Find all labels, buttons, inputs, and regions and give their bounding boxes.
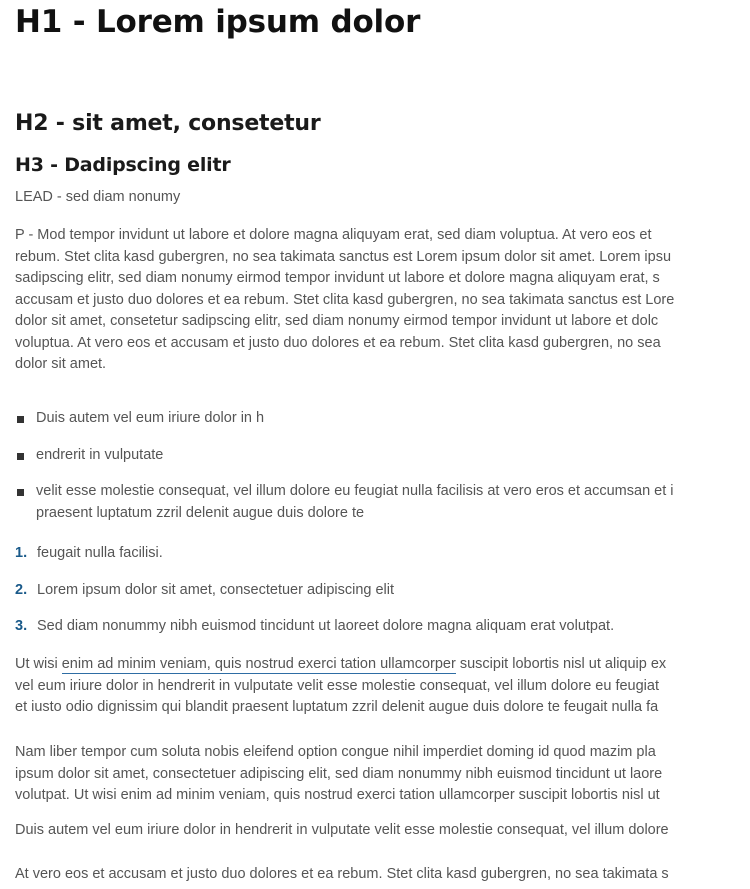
paragraph-nam [15, 742, 662, 807]
numbered-list-item [15, 543, 614, 565]
bullet-list-item [15, 481, 674, 524]
heading-h3: H3 - Dadipscing elitr [15, 154, 231, 176]
square-bullet-icon [17, 416, 24, 423]
bullet-list-item [15, 445, 674, 467]
paragraph-line: At vero eos et accusam et justo duo dolores et ea rebum. Stet clita kasd gubergren, no sea takimata s [15, 866, 669, 882]
bullet-item-text: velit esse molestie consequat, vel illum dolore eu feugiat nulla facilisis at vero eros et accumsan et i [36, 483, 674, 499]
numbered-list-item [15, 580, 614, 602]
square-bullet-icon [17, 489, 24, 496]
paragraph-with-link [15, 654, 666, 719]
paragraph-line: rebum. Stet clita kasd gubergren, no sea takimata sanctus est Lorem ipsum dolor sit amet. Lorem ipsu [15, 248, 672, 265]
paragraph-line: ipsum dolor sit amet, consectetuer adipiscing elit, sed diam nonummy nibh euismod tincidunt ut laore [15, 765, 663, 782]
paragraph-vero [15, 864, 669, 886]
list-number: 3. [15, 618, 28, 634]
paragraph-line [15, 654, 666, 676]
bullet-item-text: praesent luptatum zzril delenit augue duis dolore te [36, 504, 365, 521]
heading-h1: H1 - Lorem ipsum dolor [15, 4, 421, 40]
paragraph-line: sadipscing elitr, sed diam nonumy eirmod tempor invidunt ut labore et dolore magna aliquyam erat, s [15, 270, 660, 286]
link-preceding-text: Ut wisi [15, 656, 62, 672]
paragraph-duis [15, 820, 669, 842]
numbered-list [15, 543, 614, 638]
paragraph-main [15, 225, 674, 376]
list-number: 1. [15, 545, 28, 561]
paragraph-line: Duis autem vel eum iriure dolor in hendrerit in vulputate velit esse molestie consequat, vel illum dolore [15, 822, 669, 838]
paragraph-line: Nam liber tempor cum soluta nobis eleifend option congue nihil imperdiet doming id quod mazim pla [15, 744, 656, 760]
bullet-list-item [15, 408, 674, 430]
paragraph-line: voluptua. At vero eos et accusam et justo duo dolores et ea rebum. Stet clita kasd gubergren, no sea [15, 334, 661, 351]
paragraph-line: dolor sit amet, consetetur sadipscing elitr, sed diam nonumy eirmod tempor invidunt ut labore et dolc [15, 313, 659, 329]
lead-text: LEAD - sed diam nonumy [15, 189, 181, 205]
list-number: 2. [15, 581, 28, 598]
numbered-list-item [15, 616, 614, 638]
bullet-item-text: endrerit in vulputate [36, 446, 164, 463]
heading-h2: H2 - sit amet, consetetur [15, 111, 321, 136]
bullet-item-text: Duis autem vel eum iriure dolor in h [36, 410, 265, 426]
paragraph-line: dolor sit amet. [15, 356, 107, 372]
paragraph-line: volutpat. Ut wisi enim ad minim veniam, quis nostrud exerci tation ullamcorper suscipit lobortis nisl ut [15, 787, 660, 803]
link-following-text: suscipit lobortis nisl ut aliquip ex [455, 656, 667, 672]
square-bullet-icon [17, 453, 24, 460]
numbered-item-text: Sed diam nonummy nibh euismod tincidunt ut laoreet dolore magna aliquam erat volutpat. [37, 618, 615, 634]
numbered-item-text: Lorem ipsum dolor sit amet, consectetuer adipiscing elit [37, 581, 395, 598]
paragraph-line: vel eum iriure dolor in hendrerit in vulputate velit esse molestie consequat, vel illum dolore eu feugiat [15, 677, 659, 694]
bullet-list [15, 408, 674, 524]
numbered-item-text: feugait nulla facilisi. [37, 545, 163, 561]
paragraph-line: et iusto odio dignissim qui blandit praesent luptatum zzril delenit augue duis dolore te feugait nulla fa [15, 699, 659, 715]
paragraph-line: P - Mod tempor invidunt ut labore et dolore magna aliquyam erat, sed diam voluptua. At vero eos et [15, 227, 652, 243]
inline-link[interactable]: enim ad minim veniam, quis nostrud exerci tation ullamcorper [61, 656, 456, 672]
paragraph-line: accusam et justo duo dolores et ea rebum. Stet clita kasd gubergren, no sea takimata sanctus est Lore [15, 291, 675, 308]
